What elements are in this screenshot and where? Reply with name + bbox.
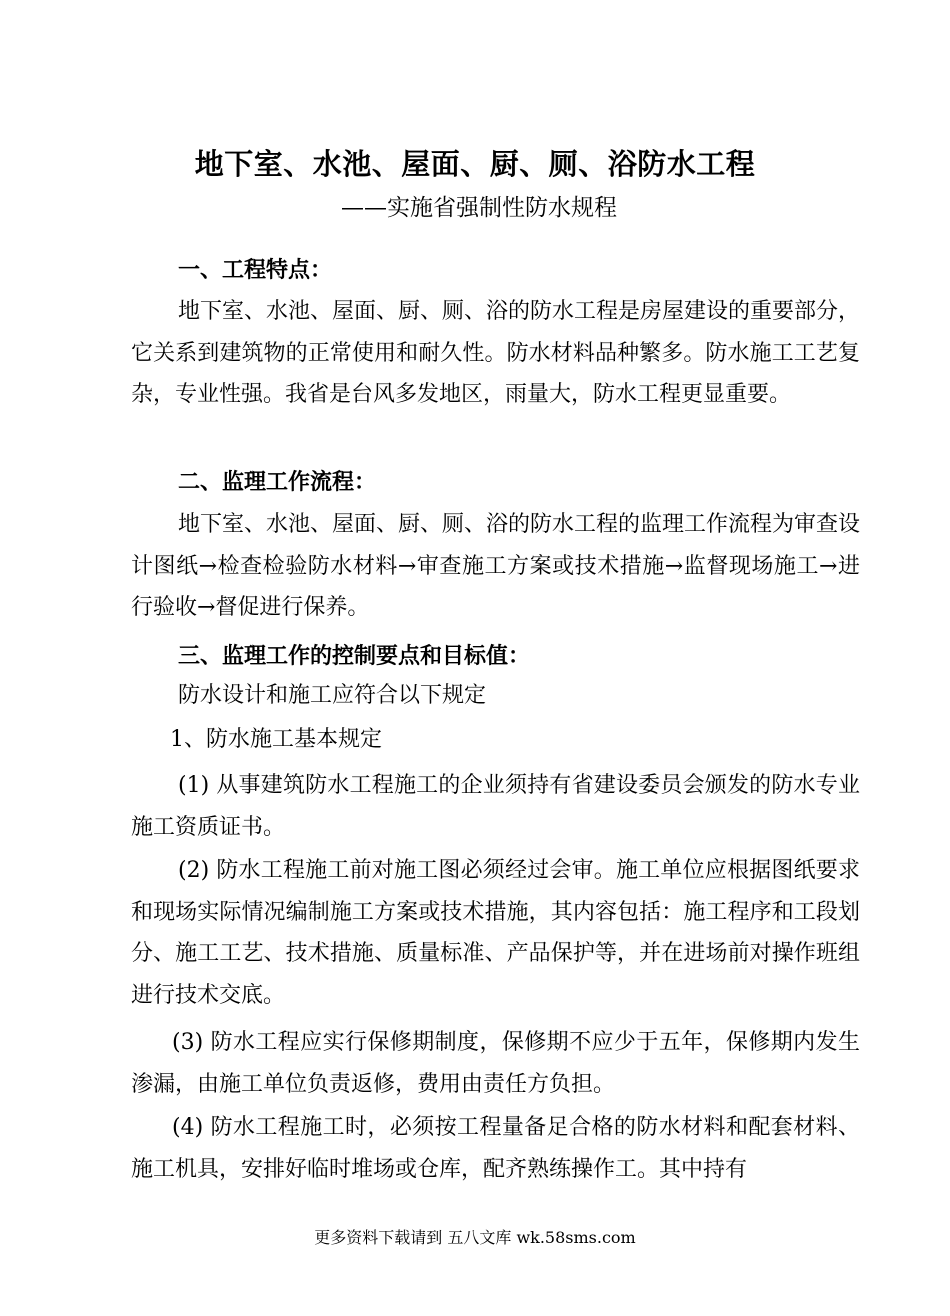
footer-watermark: 更多资料下载请到 五八文库 wk.58sms.com — [314, 1228, 636, 1247]
section-3-heading: 三、监理工作的控制要点和目标值： — [178, 643, 531, 669]
item-1-3-paragraph: (3) 防水工程应实行保修期制度，保修期不应少于五年，保修期内发生渗漏，由施工单位负责返修，费用由责任方负担。 — [131, 1030, 860, 1097]
section-3-intro: 防水设计和施工应符合以下规定 — [178, 683, 487, 708]
document-subtitle: ——实施省强制性防水规程 — [341, 195, 617, 221]
item-1-heading: 1、防水施工基本规定 — [170, 727, 382, 752]
item-1-2-paragraph: (2) 防水工程施工前对施工图必须经过会审。施工单位应根据图纸要求和现场实际情况编制施工方案或技术措施，其内容包括：施工程序和工段划分、施工工艺、技术措施、质量标准、产品保护等，并在进场前对操作班组进行技术交底。 — [131, 858, 860, 1008]
item-1-4-paragraph: (4) 防水工程施工时，必须按工程量备足合格的防水材料和配套材料、施工机具，安排好临时堆场或仓库，配齐熟练操作工。其中持有 — [131, 1115, 860, 1182]
section-2-paragraph: 地下室、水池、屋面、厨、厕、浴的防水工程的监理工作流程为审查设计图纸→检查检验防水材料→审查施工方案或技术措施→监督现场施工→进行验收→督促进行保养。 — [131, 512, 861, 620]
section-1-heading: 一、工程特点： — [178, 257, 333, 283]
section-1-paragraph: 地下室、水池、屋面、厨、厕、浴的防水工程是房屋建设的重要部分，它关系到建筑物的正常使用和耐久性。防水材料品种繁多。防水施工工艺复杂，专业性强。我省是台风多发地区，雨量大，防水工程更显重要。 — [131, 299, 861, 407]
section-2-heading: 二、监理工作流程： — [178, 469, 377, 495]
document-title: 地下室、水池、屋面、厨、厕、浴防水工程 — [194, 147, 756, 181]
item-1-1-paragraph: (1) 从事建筑防水工程施工的企业须持有省建设委员会颁发的防水专业施工资质证书。 — [131, 773, 860, 840]
